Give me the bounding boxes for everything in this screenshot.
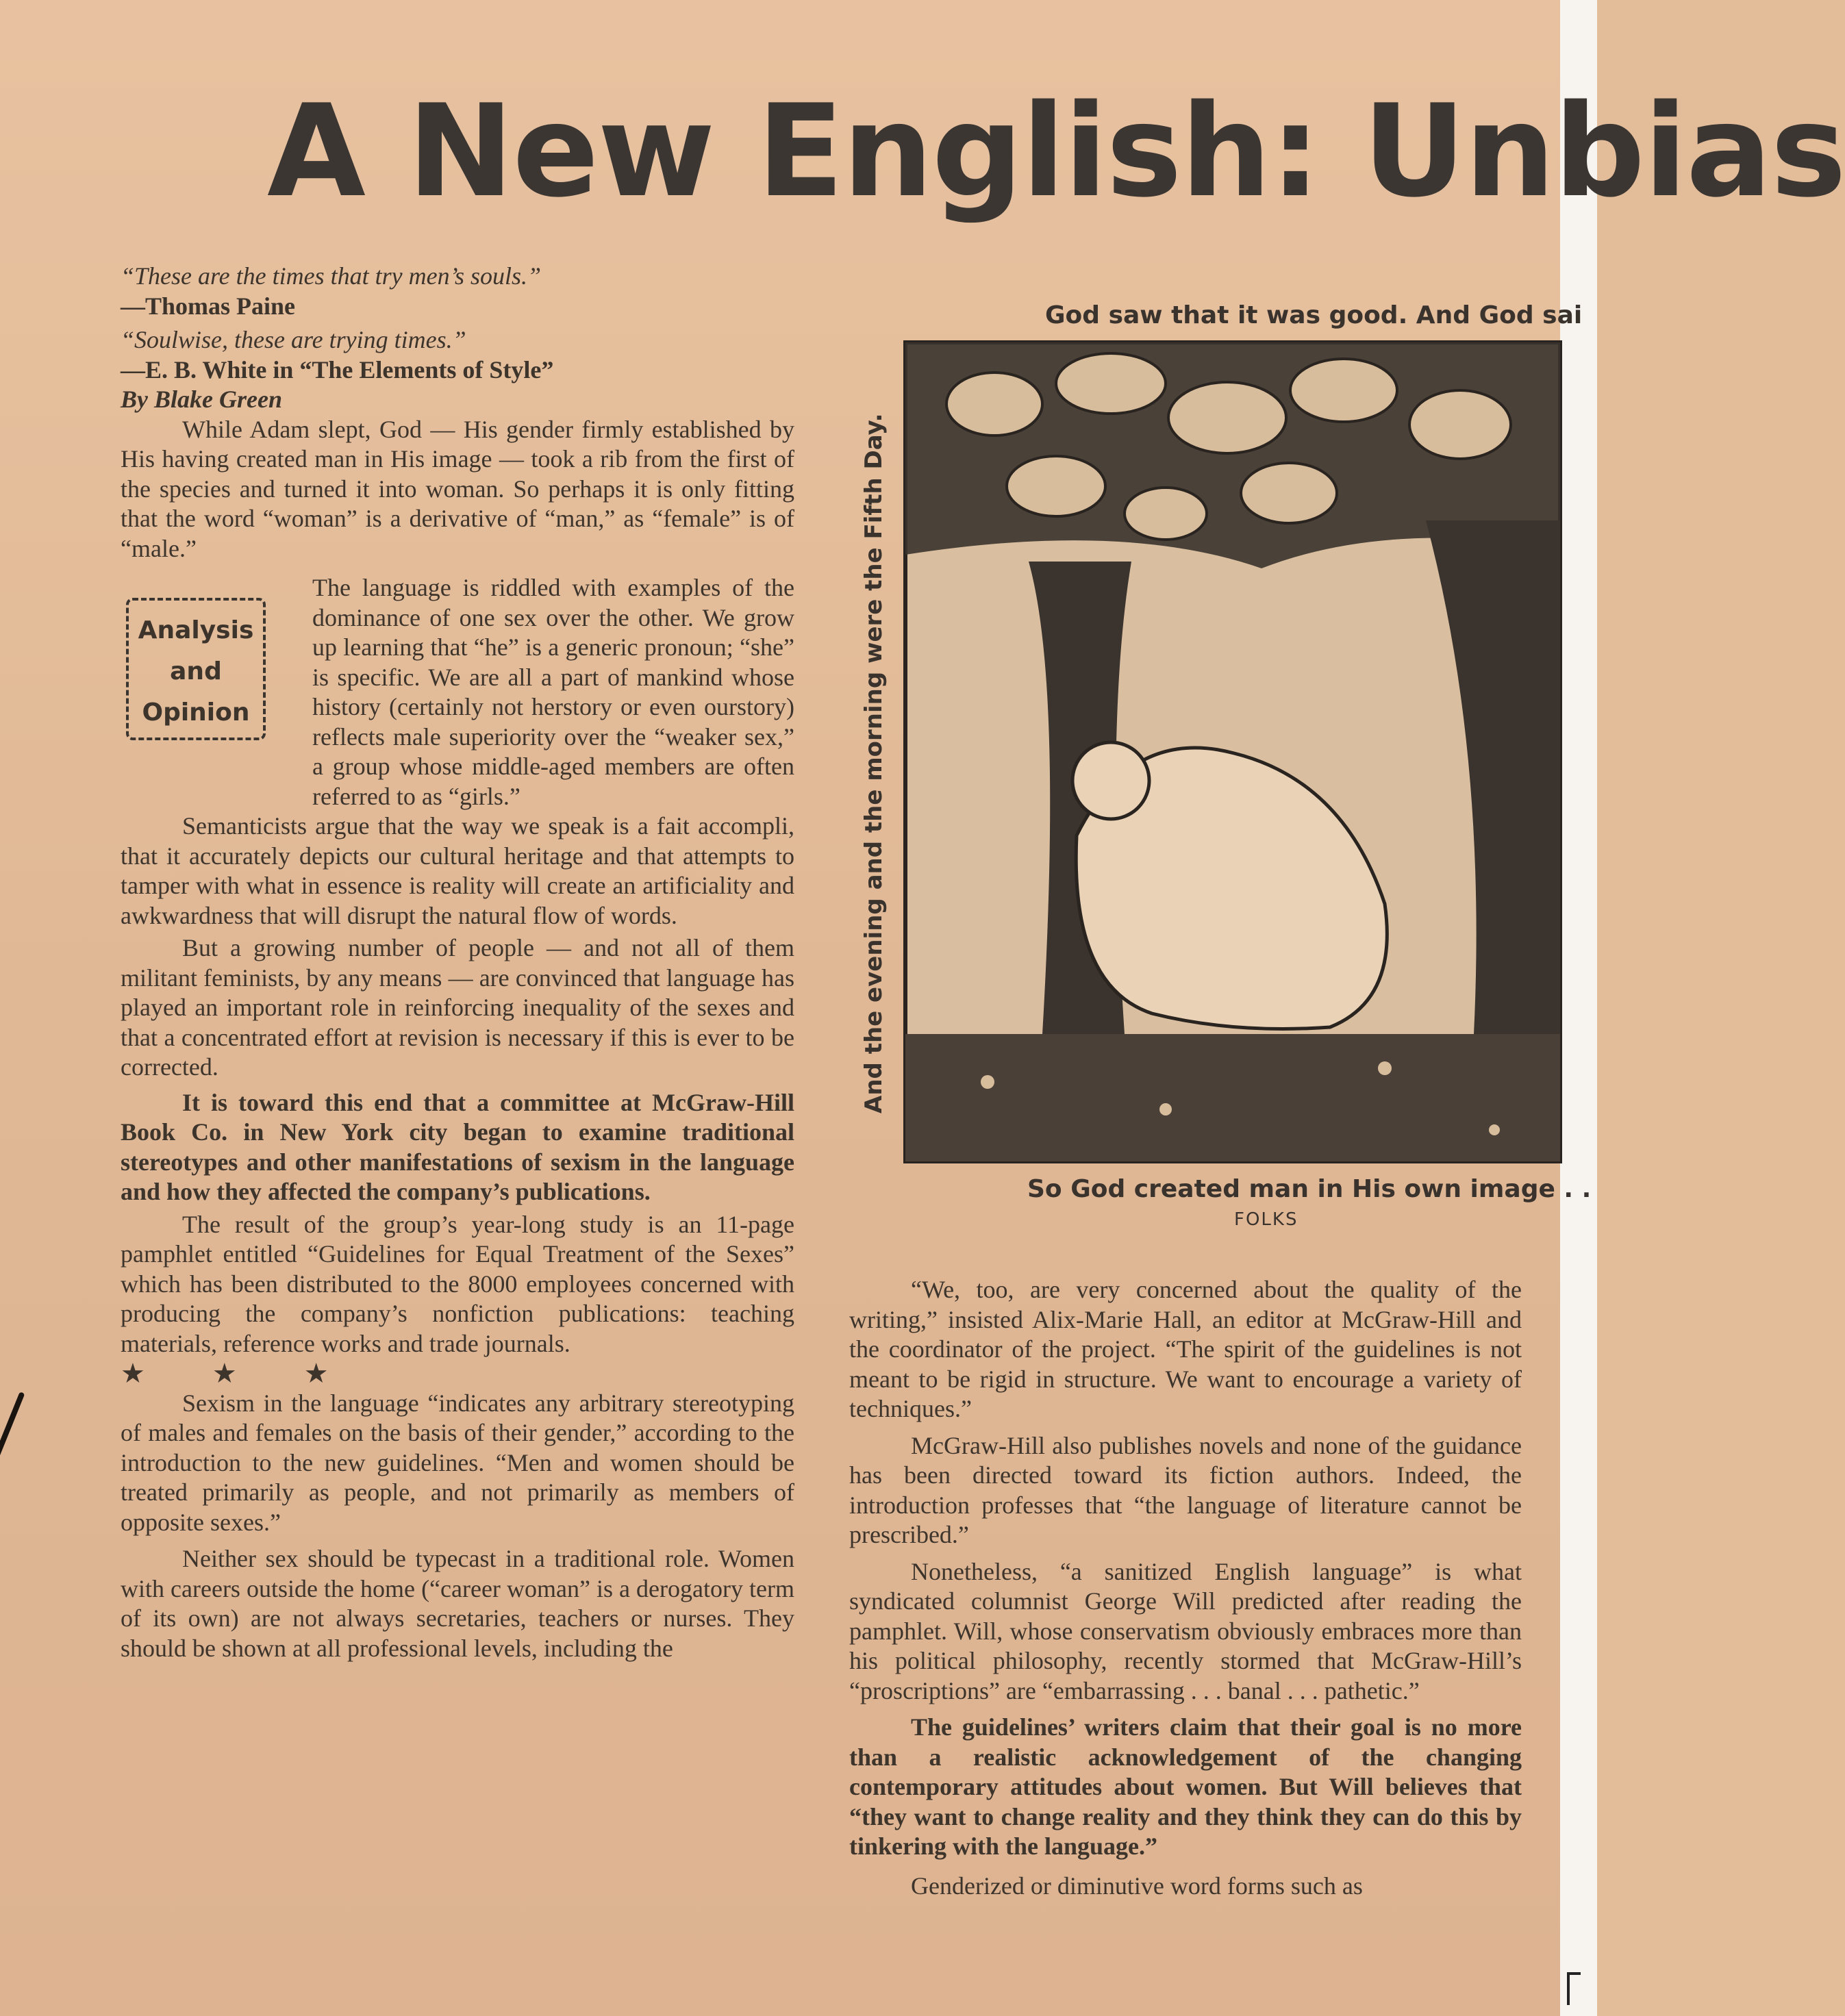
- paragraph-bold: It is toward this end that a committee at McGraw-Hill Book Co. in New York city began to examine traditional stereotypes and other manifestations of sexism in the language and how they affected the company’s publications.: [121, 1088, 794, 1205]
- box-line: Analysis: [138, 616, 254, 644]
- paragraph: The result of the group’s year-long study is an 11-page pamphlet entitled “Guidelines for Equal Treatment of the Sexes” which has been distributed to the 8000 employees concerned with producing the company’s nonfiction publications: teaching materials, reference works and trade journals.: [121, 1210, 794, 1357]
- artist-signature: FOLKS: [1234, 1209, 1298, 1230]
- illustration-caption-side: And the evening and the morning were the Fifth Day.: [860, 413, 888, 1113]
- epigraph-author-2: —E. B. White in “The Elements of Style”: [121, 355, 554, 383]
- epigraph-author-1: —Thomas Paine: [121, 292, 296, 320]
- illustration-caption-bottom: So God created man in His own image . .: [1027, 1175, 1592, 1203]
- epigraph-quote-2: “Soulwise, these are trying times.”: [121, 326, 466, 353]
- box-line: and: [170, 657, 222, 685]
- paragraph: Neither sex should be typecast in a traditional role. Women with careers outside the home (“career woman” is a derogatory term of its own) are not always secretaries, teachers or nurses. They should be shown at all professional levels, including the: [121, 1545, 794, 1662]
- illustration-caption-top: God saw that it was good. And God sai: [1045, 301, 1583, 329]
- analysis-opinion-box: [126, 598, 266, 740]
- right-column: [849, 1275, 1522, 1901]
- paragraph: McGraw-Hill also publishes novels and none of the guidance has been directed toward its fiction authors. Indeed, the introduction professes that “the language of literature cannot be prescribed.”: [849, 1431, 1522, 1548]
- paragraph: “We, too, are very concerned about the quality of the writing,” insisted Alix-Marie Hall, an editor at McGraw-Hill and the coordinator of the project. “The spirit of the guidelines is not meant to be rigid in structure. We want to encourage a variety of techniques.”: [849, 1276, 1522, 1422]
- adam-eve-illustration: [905, 342, 1560, 1161]
- paragraph-bold: The guidelines’ writers claim that their goal is no more than a realistic acknowledgement of the changing contemporary attitudes about women. But Will believes that “they want to change reality and they think they can do this by tinkering with the language.”: [849, 1713, 1522, 1860]
- paragraph: Semanticists argue that the way we speak is a fait accompli, that it accurately depicts our cultural heritage and that attempts to tamper with what in essence is reality will create an artificiality and awkwardness that will disrupt the natural flow of words.: [121, 812, 794, 929]
- paragraph: The language is riddled with examples of the dominance of one sex over the other. We grow up learning that “he” is a generic pronoun; “she” is specific. We are all a part of mankind whose history (certainly not herstory or even ourstory) reflects male superiority over the “weaker sex,” a group whose middle-aged members are often referred to as “girls.”: [312, 574, 794, 810]
- paragraph: Genderized or diminutive word forms such as: [911, 1872, 1363, 1900]
- paragraph: Sexism in the language “indicates any arbitrary stereotyping of males and females on the basis of their gender,” according to the introduction to the new guidelines. “Men and women should be treated primarily as people, and not primarily as members of opposite sexes.”: [121, 1389, 794, 1536]
- corner-bracket: [1567, 1972, 1581, 2005]
- headline: A New English: Unbias: [267, 77, 1845, 225]
- box-line: Opinion: [142, 698, 250, 727]
- epigraph-quote-1: “These are the times that try men’s souls.”: [121, 262, 542, 290]
- byline: By Blake Green: [121, 386, 282, 413]
- analysis-box-wrap: [121, 575, 308, 792]
- paragraph: But a growing number of people — and not all of them militant feminists, by any means — are convinced that language has played an important role in reinforcing inequality of the sexes and that a concentrated effort at revision is necessary if this is ever to be corrected.: [121, 934, 794, 1081]
- paragraph: While Adam slept, God — His gender firmly established by His having created man in His image — took a rib from the first of the species and turned it into woman. So perhaps it is only fitting that the word “woman” is a derivative of “man,” as “female” is of “male.”: [121, 415, 794, 562]
- section-stars: ★ ★ ★: [121, 1358, 359, 1389]
- analysis-paragraph: [121, 573, 794, 811]
- paragraph: Nonetheless, “a sanitized English language” is what syndicated columnist George Will predicted after reading the pamphlet. Will, whose conservatism obviously embraces more than his political philosophy, recently stormed that McGraw-Hill’s “proscriptions” are “embarrassing . . . banal . . . pathetic.”: [849, 1557, 1522, 1704]
- left-column: [121, 262, 794, 1663]
